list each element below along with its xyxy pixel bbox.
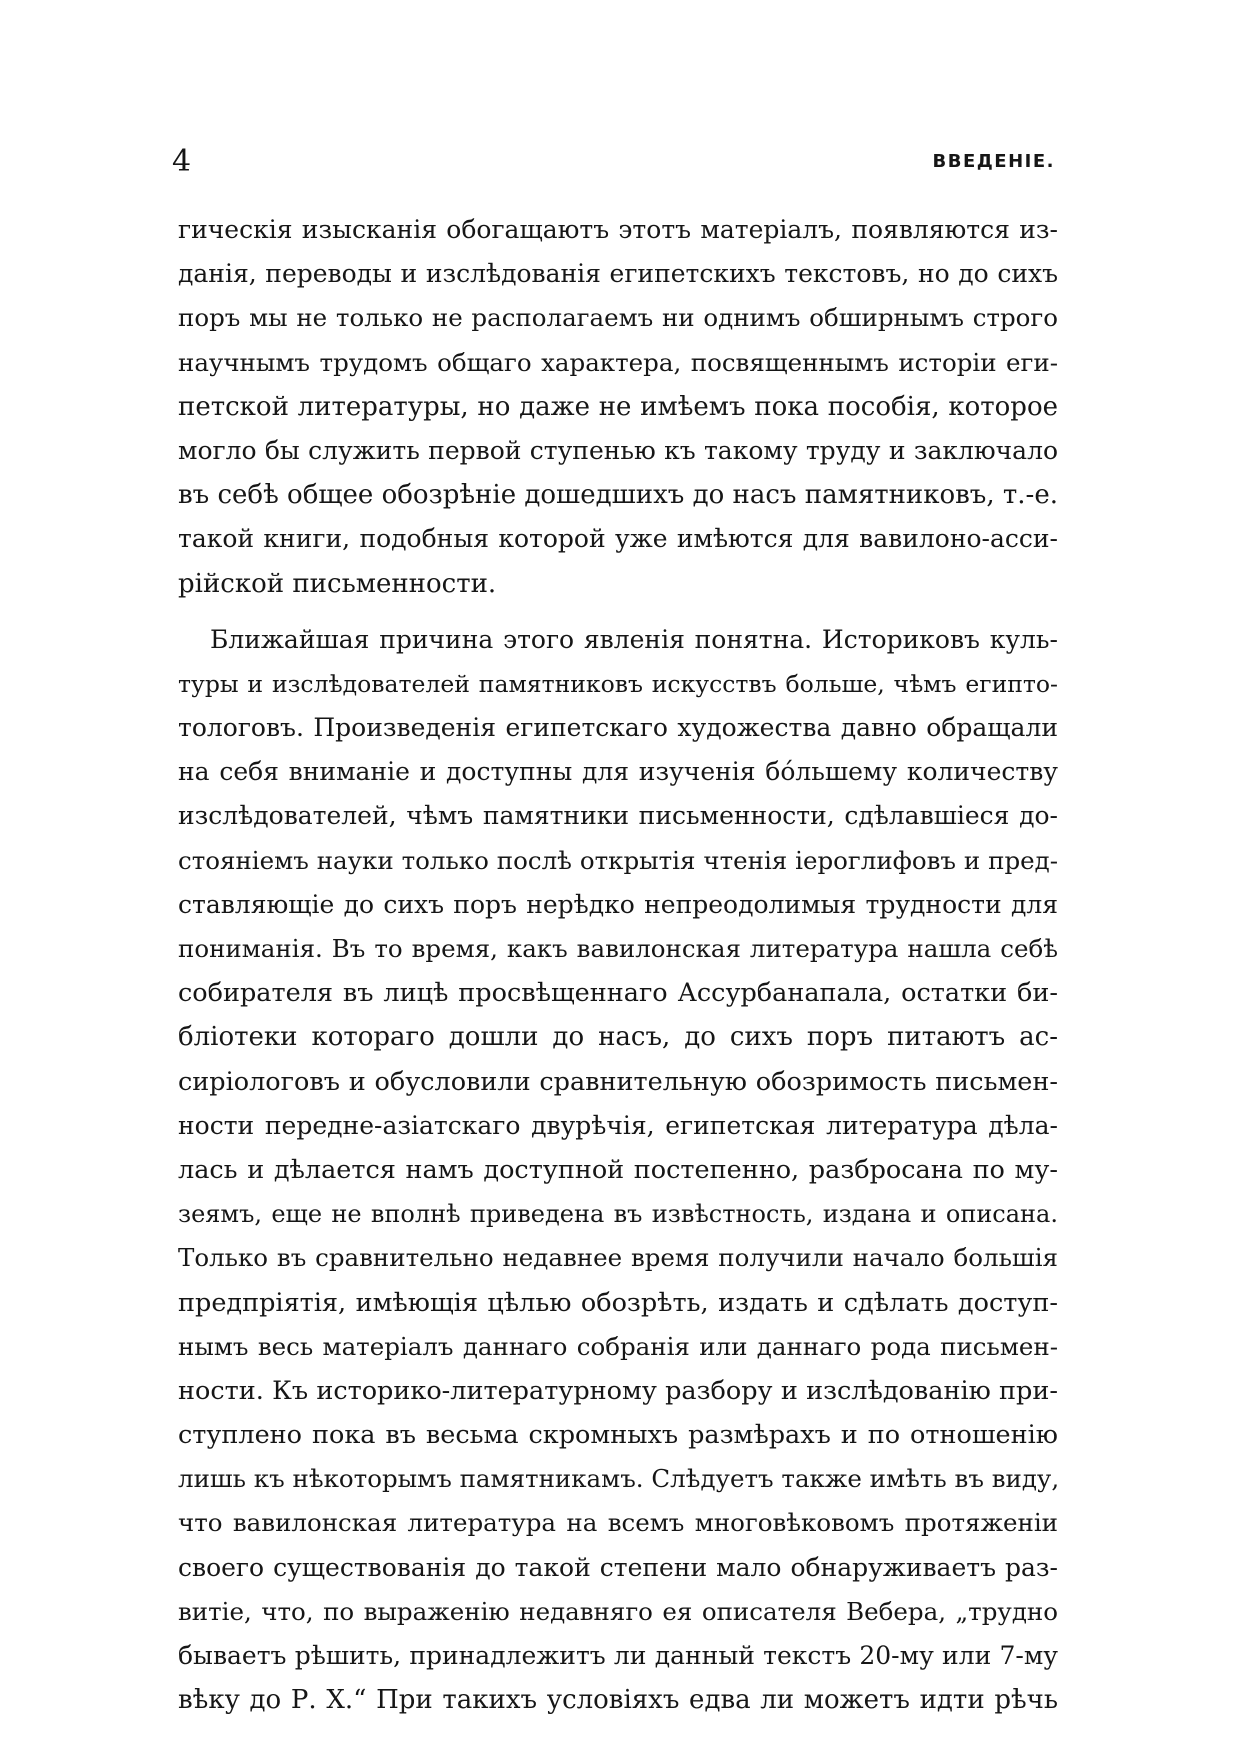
paragraph-1 — [178, 208, 1058, 606]
text-line: тологовъ. Произведенія египетскаго художества давно обращали — [178, 713, 1058, 743]
text-line: предпріятія, имѣющія цѣлью обозрѣть, издать и сдѣлать доступ- — [178, 1287, 1058, 1318]
running-head: ВВЕДЕНІЕ. — [932, 151, 1055, 172]
text-line: Ближайшая причина этого явленія понятна. Историковъ куль- — [210, 624, 1058, 654]
text-line: ставляющіе до сихъ поръ нерѣдко непреодолимыя трудности для — [178, 889, 1058, 919]
text-line: данія, переводы и изслѣдованія египетскихъ текстовъ, но до сихъ — [178, 259, 1058, 289]
text-line: витіе, что, по выраженію недавняго ея описателя Вебера, „трудно — [178, 1596, 1058, 1626]
text-line: сиріологовъ и обусловили сравнительную обозримость письмен- — [178, 1066, 1058, 1097]
text-line: бываетъ рѣшить, принадлежитъ ли данный текстъ 20-му или 7-му — [178, 1641, 1058, 1670]
text-line: въ себѣ общее обозрѣніе дошедшихъ до насъ памятниковъ, т.-е. — [178, 480, 1058, 511]
text-line: туры и изслѣдователей памятниковъ искусствъ больше, чѣмъ египто- — [178, 669, 1058, 698]
text-line: что вавилонская литература на всемъ многовѣковомъ протяженіи — [178, 1508, 1058, 1538]
text-line: рійской письменности. — [178, 568, 497, 599]
text-line: петской литературы, но даже не имѣемъ пока пособія, которое — [178, 391, 1058, 422]
text-line: нымъ весь матеріалъ даннаго собранія или даннаго рода письмен- — [178, 1331, 1058, 1361]
text-line: Только въ сравнительно недавнее время получили начало большія — [178, 1243, 1058, 1273]
text-line: вѣку до Р. Х.“ При такихъ условіяхъ едва ли можетъ идти рѣчь — [178, 1685, 1058, 1716]
text-line: такой книги, подобныя которой уже имѣются для вавилоно-асси- — [178, 524, 1058, 554]
text-line: своего существованія до такой степени мало обнаруживаетъ раз- — [178, 1552, 1058, 1582]
text-line: на себя вниманіе и доступны для изученія бо́льшему количеству — [178, 757, 1058, 787]
text-line: лишь къ нѣкоторымъ памятникамъ. Слѣдуетъ также имѣть въ виду, — [178, 1464, 1060, 1494]
text-line: гическія изысканія обогащаютъ этотъ матеріалъ, появляются из- — [178, 215, 1058, 244]
page-number: 4 — [172, 144, 192, 179]
paragraph-gap — [178, 606, 1058, 618]
text-line: изслѣдователей, чѣмъ памятники письменности, сдѣлавшіеся до- — [178, 801, 1058, 831]
text-line: бліотеки котораго дошли до насъ, до сихъ поръ питаютъ ас- — [178, 1022, 1058, 1053]
paragraph-2 — [178, 618, 1058, 1723]
text-line: стояніемъ науки только послѣ открытія чтенія іероглифовъ и пред- — [178, 845, 1058, 875]
text-line: зеямъ, еще не вполнѣ приведена въ извѣстность, издана и описана. — [178, 1200, 1058, 1229]
text-line: научнымъ трудомъ общаго характера, посвященнымъ исторіи еги- — [178, 347, 1058, 377]
text-line: поръ мы не только не располагаемъ ни однимъ обширнымъ строго — [178, 303, 1058, 333]
text-line: ступлено пока въ весьма скромныхъ размѣрахъ и по отношенію — [178, 1420, 1058, 1451]
text-line: пониманія. Въ то время, какъ вавилонская литература нашла себѣ — [178, 934, 1058, 963]
text-line: собирателя въ лицѣ просвѣщеннаго Ассурбанапала, остатки би- — [178, 978, 1058, 1009]
text-line: ности. Къ историко-литературному разбору и изслѣдованію при- — [178, 1375, 1058, 1406]
text-line: могло бы служить первой ступенью къ такому труду и заключало — [178, 435, 1058, 465]
body-text — [178, 208, 1058, 1722]
text-line: ности передне-азіатскаго двурѣчія, египетская литература дѣла- — [178, 1110, 1058, 1140]
text-line: лась и дѣлается намъ доступной постепенно, разбросана по му- — [178, 1154, 1058, 1185]
